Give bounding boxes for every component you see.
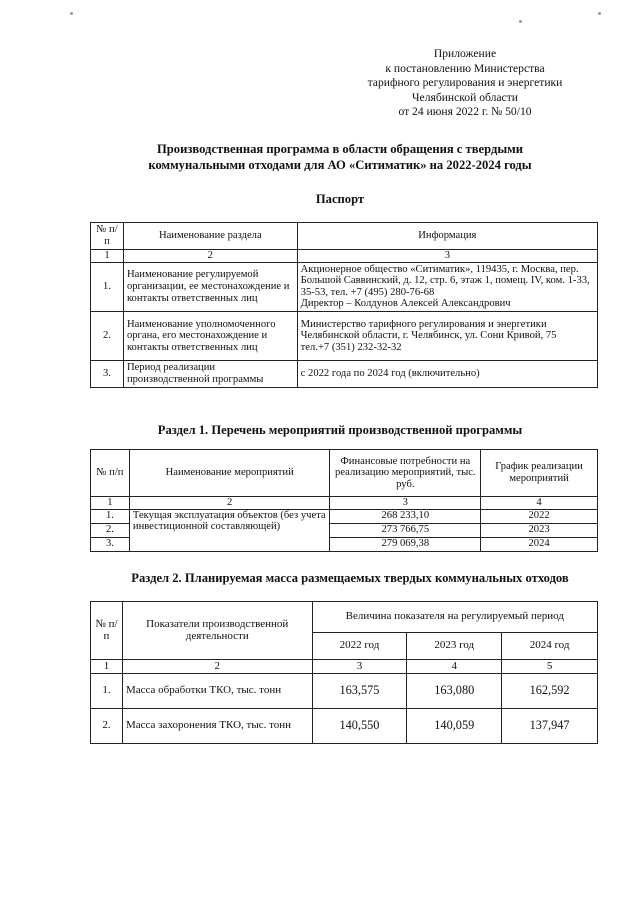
- col-number: 3: [330, 497, 481, 510]
- header-num: № п/п: [91, 450, 130, 497]
- activities-table: [90, 449, 598, 552]
- section1-heading: Раздел 1. Перечень мероприятий производственной программы: [157, 423, 523, 437]
- col-number: 5: [502, 660, 598, 674]
- passport-table: [90, 222, 598, 388]
- row-num: 1.: [91, 674, 123, 709]
- activity-name: Текущая эксплуатация объектов (без учета инвестиционной составляющей): [129, 509, 330, 551]
- header-year-2024: 2024 год: [502, 633, 598, 660]
- header-section-name: Наименование раздела: [123, 223, 297, 250]
- appendix-block: [330, 47, 600, 120]
- row-num: 1.: [91, 262, 124, 311]
- table-row: [91, 709, 598, 744]
- row-section-name: Наименование регулируемой организации, ее местонахождение и контакты ответственных лиц: [123, 262, 297, 311]
- info-text: Акционерное общество «Ситиматик», 119435, г. Москва, пер. Большой Саввинский, д. 12, стр. 6, этаж 1, помещ. IV, ком. 1-33, 35-53, тел. +7 (495) 280-76-68: [300, 263, 590, 298]
- table-row: [91, 311, 598, 360]
- row-year: 2023: [481, 523, 598, 537]
- info-text: Министерство тарифного регулирования и энергетики Челябинской области, г. Челябинск, ул. Сони Кривой, 75: [300, 318, 557, 342]
- row-info: с 2022 года по 2024 год (включительно): [297, 360, 597, 387]
- header-year-2023: 2023 год: [407, 633, 502, 660]
- col-number: 2: [129, 497, 330, 510]
- row-num: 2.: [91, 311, 124, 360]
- row-section-name: Наименование уполномоченного органа, его местонахождение и контакты ответственных лиц: [123, 311, 297, 360]
- header-activity-name: Наименование мероприятий: [129, 450, 330, 497]
- row-num: 1.: [91, 509, 130, 523]
- col-number: 2: [122, 660, 312, 674]
- col-number: 4: [481, 497, 598, 510]
- row-num: 3.: [91, 537, 130, 551]
- col-number: 1: [91, 497, 130, 510]
- row-value-2024: 137,947: [502, 709, 598, 744]
- row-value-2022: 163,575: [312, 674, 407, 709]
- row-year: 2024: [481, 537, 598, 551]
- row-indicator: Масса обработки ТКО, тыс. тонн: [122, 674, 312, 709]
- table-row: [91, 674, 598, 709]
- appendix-line: от 24 июня 2022 г. № 50/10: [398, 105, 532, 119]
- header-info: Информация: [297, 223, 597, 250]
- row-indicator: Масса захоронения ТКО, тыс. тонн: [122, 709, 312, 744]
- row-year: 2022: [481, 509, 598, 523]
- header-year-2022: 2022 год: [312, 633, 407, 660]
- row-finance: 268 233,10: [330, 509, 481, 523]
- appendix-line: к постановлению Министерства: [385, 61, 545, 75]
- document-title-line: Производственная программа в области обращения с твердыми: [156, 142, 524, 156]
- waste-mass-table: [90, 601, 598, 744]
- row-num: 2.: [91, 709, 123, 744]
- col-number: 3: [312, 660, 407, 674]
- appendix-line: тарифного регулирования и энергетики: [367, 76, 563, 90]
- header-finance: Финансовые потребности на реализацию мероприятий, тыс. руб.: [330, 450, 481, 497]
- row-value-2024: 162,592: [502, 674, 598, 709]
- col-number: 2: [123, 250, 297, 263]
- table-row: [91, 509, 598, 523]
- info-text: Директор – Колдунов Алексей Александрович: [300, 298, 511, 310]
- appendix-line: Челябинской области: [412, 90, 518, 104]
- row-value-2023: 163,080: [407, 674, 502, 709]
- row-info: [297, 311, 597, 360]
- appendix-line: Приложение: [433, 47, 497, 60]
- row-info: [297, 262, 597, 311]
- document-title: [90, 142, 590, 173]
- row-value-2022: 140,550: [312, 709, 407, 744]
- row-finance: 279 069,38: [330, 537, 481, 551]
- passport-heading: Паспорт: [315, 192, 365, 206]
- row-num: 3.: [91, 360, 124, 387]
- header-indicator: Показатели производственной деятельности: [122, 602, 312, 660]
- table-row: [91, 262, 598, 311]
- scan-speck: [598, 12, 601, 15]
- col-number: 1: [91, 250, 124, 263]
- scan-speck: [519, 20, 522, 23]
- col-number: 4: [407, 660, 502, 674]
- row-finance: 273 766,75: [330, 523, 481, 537]
- table-row: [91, 360, 598, 387]
- row-num: 2.: [91, 523, 130, 537]
- header-num: № п/п: [91, 602, 123, 660]
- header-num: № п/п: [91, 223, 124, 250]
- col-number: 3: [297, 250, 597, 263]
- info-text: тел.+7 (351) 232-32-32: [300, 341, 402, 353]
- row-section-name: Период реализации производственной программы: [123, 360, 297, 387]
- document-title-line: коммунальными отходами для АО «Ситиматик» на 2022-2024 годы: [148, 157, 532, 172]
- row-value-2023: 140,059: [407, 709, 502, 744]
- header-schedule: График реализации мероприятий: [481, 450, 598, 497]
- scan-speck: [70, 12, 73, 15]
- col-number: 1: [91, 660, 123, 674]
- header-period: Величина показателя на регулируемый период: [312, 602, 597, 633]
- section2-heading: Раздел 2. Планируемая масса размещаемых твердых коммунальных отходов: [131, 571, 569, 585]
